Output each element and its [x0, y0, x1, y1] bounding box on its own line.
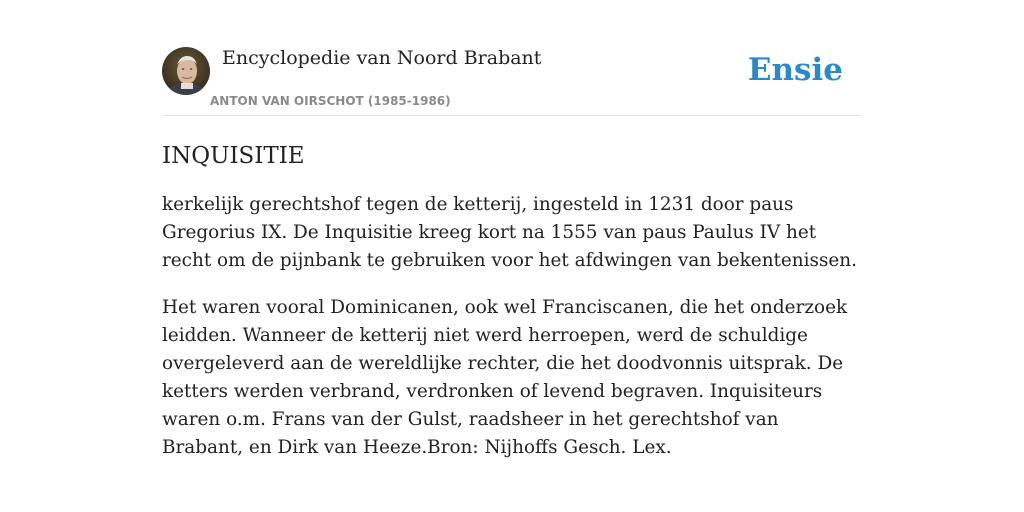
entry-paragraph: Het waren vooral Dominicanen, ook wel Franciscanen, die het onderzoek leidden. Wanneer de ketterij niet werd herroepen, werd de schuldige overgeleverd aan de wereldlijke rechter, die het doodvonnis uitsprak. De ketters werden verbrand, verdronken of levend begraven. Inquisiteurs waren o.m. Frans van der Gulst, raadsheer in het gerechtshof van Brabant, en Dirk van Heeze.Bron: Nijhoffs Gesch. Lex. — [162, 297, 848, 458]
entry-header — [162, 46, 862, 116]
entry-paragraph: kerkelijk gerechtshof tegen de ketterij, ingesteld in 1231 door paus Gregorius IX. De Inquisitie kreeg kort na 1555 van paus Paulus IV het recht om de pijnbank te gebruiken voor het afdwingen van bekentenissen. — [162, 194, 857, 271]
entry-title: INQUISITIE — [162, 143, 305, 169]
author-name[interactable]: ANTON VAN OIRSCHOT (1985-1986) — [210, 94, 451, 108]
brand-logo[interactable]: Ensie — [747, 52, 843, 88]
author-avatar[interactable] — [162, 47, 210, 95]
source-title[interactable]: Encyclopedie van Noord Brabant — [222, 47, 542, 69]
author-portrait-icon — [162, 47, 210, 95]
page-container — [162, 0, 862, 462]
